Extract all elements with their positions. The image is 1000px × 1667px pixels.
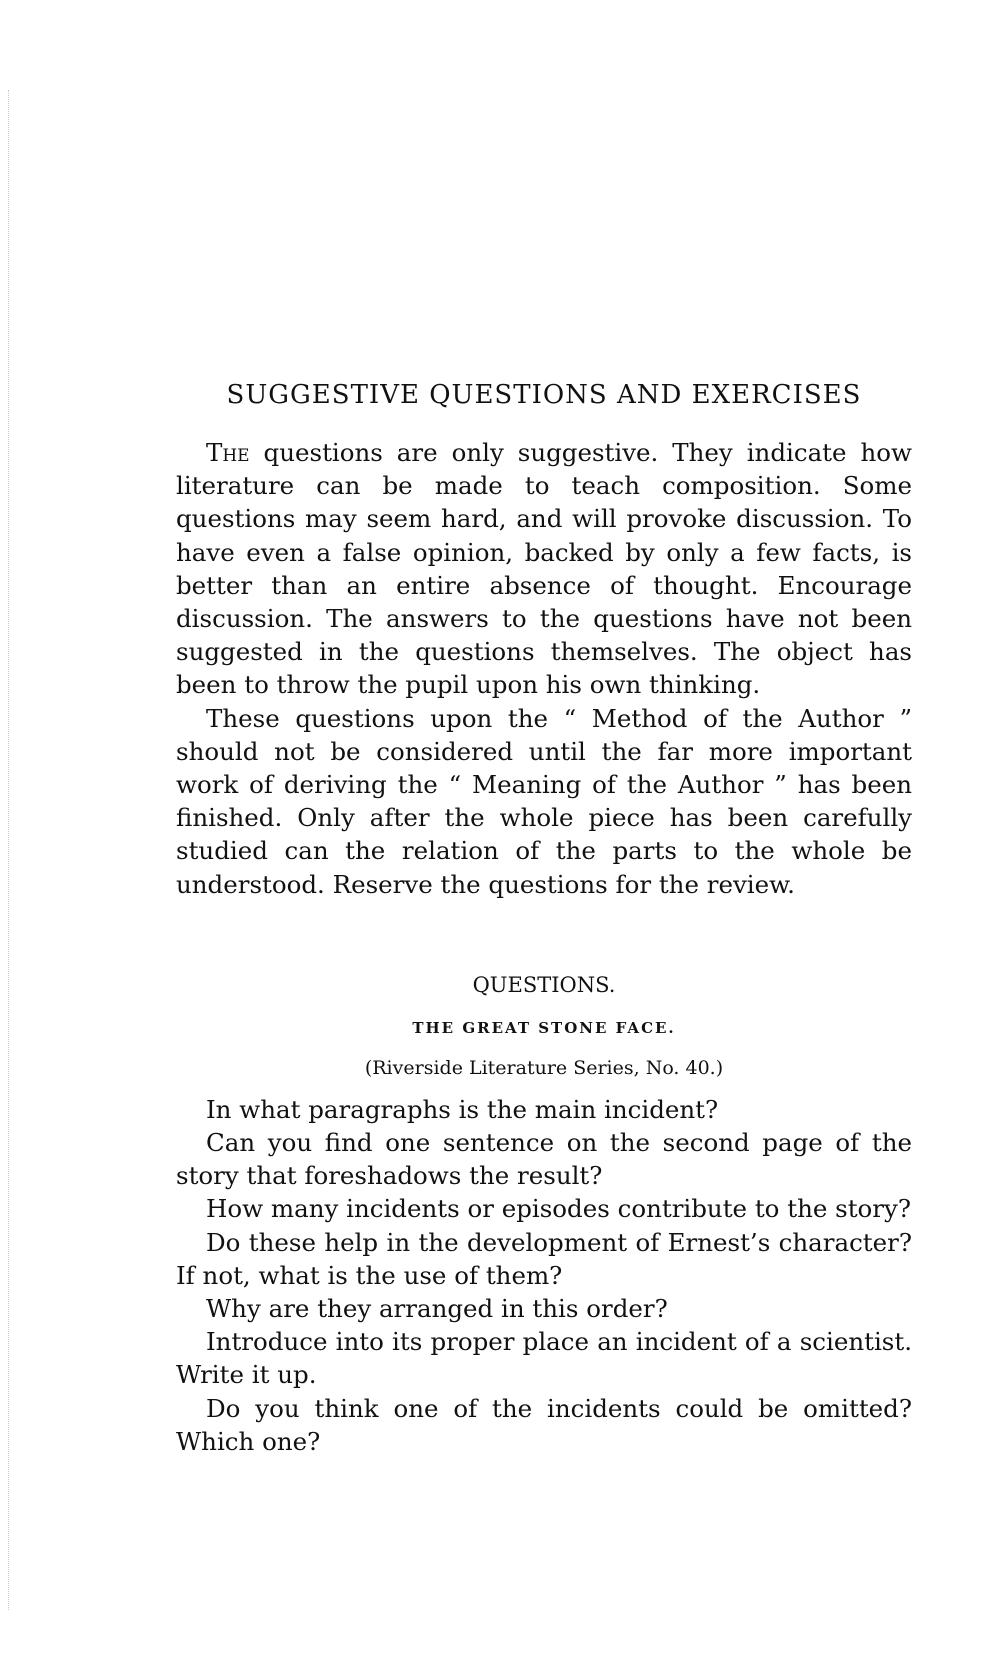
intro-paragraph-2: These questions upon the “ Method of the Author ” should not be considered until the far more important work of deriving the “ Meaning of the Author ” has been finished. Only after the whole piece has been carefully studied can the relation of the parts to the whole be understood. Reserve the questions for the review. <box>176 703 912 899</box>
page-edge-binding <box>8 90 9 1610</box>
page-content <box>176 380 912 1458</box>
question-item: Why are they arranged in this order? <box>206 1294 668 1324</box>
intro-paragraph-1-text: questions are only suggestive. They indicate how literature can be made to teach composition. Some questions may seem hard, and will provoke discussion. To have even a false opinion, backed by only a few facts, is better than an entire absence of thought. Encourage discussion. The answers to the questions have not been suggested in the questions themselves. The object has been to throw the pupil upon his own thinking. <box>176 438 912 700</box>
question-item: Introduce into its proper place an incident of a scientist. Write it up. <box>176 1327 912 1390</box>
question-item: In what paragraphs is the main incident? <box>206 1094 719 1124</box>
questions-list <box>176 1093 912 1458</box>
page-heading: SUGGESTIVE QUESTIONS AND EXERCISES <box>226 380 862 410</box>
question-item: Do these help in the development of Ernest’s character? If not, what is the use of them? <box>176 1227 912 1290</box>
series-reference: (Riverside Literature Series, No. 40.) <box>364 1056 724 1079</box>
question-item: Do you think one of the incidents could be omitted? Which one? <box>176 1393 912 1456</box>
section-title: QUESTIONS. <box>472 972 616 997</box>
intro-lead-word: The <box>206 438 250 467</box>
story-title: THE GREAT STONE FACE. <box>412 1018 676 1037</box>
intro-paragraph-1 <box>176 436 912 702</box>
question-item: How many incidents or episodes contribute to the story? <box>206 1194 911 1224</box>
question-item: Can you find one sentence on the second page of the story that foreshadows the result? <box>176 1128 912 1191</box>
